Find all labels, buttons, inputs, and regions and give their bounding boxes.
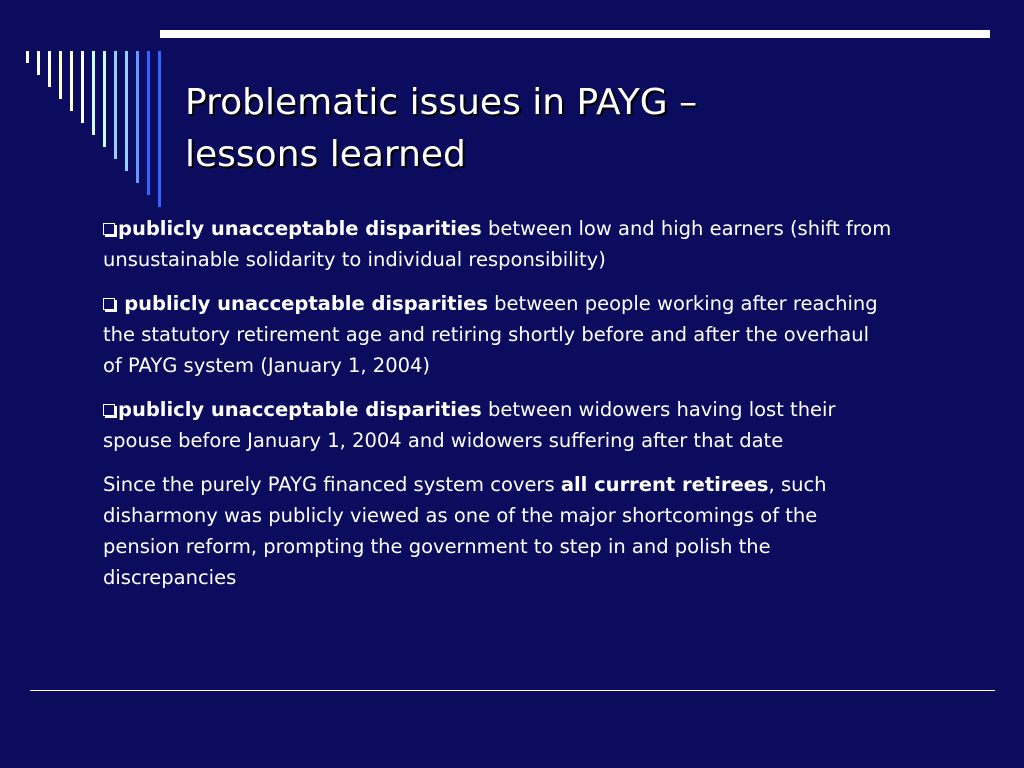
stripe-7 — [92, 51, 95, 135]
stripe-6 — [81, 51, 84, 123]
stripe-13 — [158, 51, 161, 207]
bullet-1-bold: publicly unacceptable disparities — [118, 217, 482, 240]
stripe-12 — [147, 51, 150, 195]
stripe-2 — [37, 51, 40, 75]
slide-body — [103, 213, 893, 606]
bullet-paragraph-2 — [103, 288, 893, 381]
bullet-2-bold: publicly unacceptable disparities — [124, 292, 488, 315]
stripe-1 — [26, 51, 29, 63]
bullet-3-text: between widowers having lost their spouse before January 1, 2004 and widowers suffering after that date — [103, 398, 836, 452]
slide-title-line-2: lessons learned — [185, 134, 466, 175]
closing-text-after: , such disharmony was publicly viewed as one of the major shortcomings of the pension reform, prompting the government to step in and polish the discrepancies — [103, 473, 827, 589]
closing-text-before: Since the purely PAYG financed system covers — [103, 473, 561, 496]
bullet-paragraph-1 — [103, 213, 893, 275]
checkbox-square-bullet-icon — [103, 298, 115, 310]
vertical-stripes-decoration — [0, 0, 170, 210]
stripe-8 — [103, 51, 106, 147]
stripe-11 — [136, 51, 139, 183]
bottom-rule-line — [30, 690, 995, 691]
closing-bold: all current retirees — [560, 473, 769, 496]
checkbox-square-bullet-icon — [103, 223, 115, 235]
closing-paragraph — [103, 469, 893, 593]
stripe-5 — [70, 51, 73, 111]
stripe-9 — [114, 51, 117, 159]
stripe-10 — [125, 51, 128, 171]
slide-title — [185, 77, 985, 181]
stripe-4 — [59, 51, 62, 99]
top-rule-line — [160, 30, 990, 38]
bullet-paragraph-3 — [103, 394, 893, 456]
bullet-2-text: between people working after reaching the statutory retirement age and retiring shortly before and after the overhaul of PAYG system (January 1, 2004) — [103, 292, 878, 377]
slide-title-line-1: Problematic issues in PAYG – — [185, 82, 698, 123]
stripe-3 — [48, 51, 51, 87]
bullet-1-text: between low and high earners (shift from unsustainable solidarity to individual responsibility) — [103, 217, 892, 271]
bullet-3-bold: publicly unacceptable disparities — [118, 398, 482, 421]
checkbox-square-bullet-icon — [103, 404, 115, 416]
